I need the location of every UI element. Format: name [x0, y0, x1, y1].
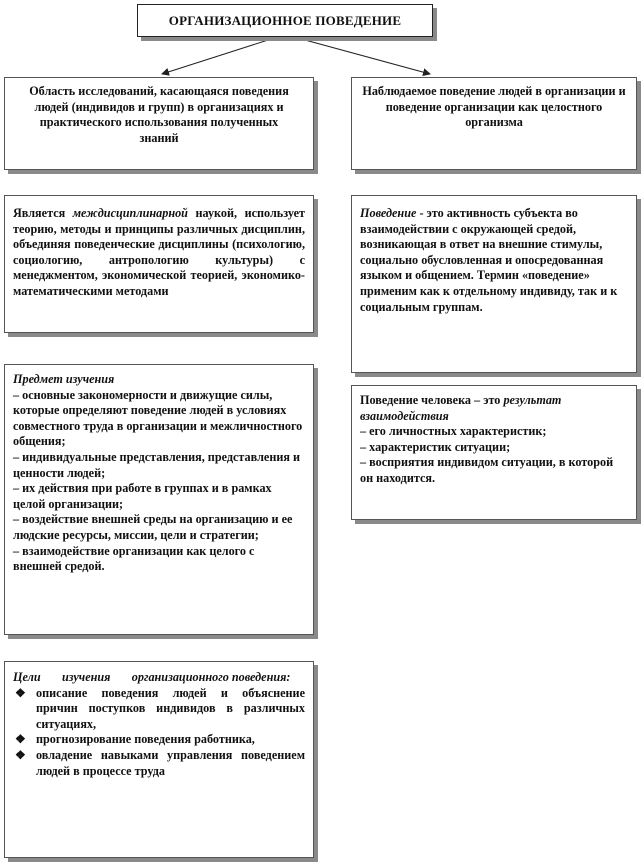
subject-heading: Предмет изучения [13, 372, 115, 386]
human-behavior-item: – его личностных характеристик; [360, 424, 547, 439]
goal-item [13, 748, 305, 779]
human-behavior-item: – характеристик ситуации; [360, 439, 511, 454]
goal-item-text: прогнозирование поведения работника, [36, 732, 255, 747]
diamond-bullet-icon: ❖ [15, 732, 26, 747]
interdisciplinary-box [4, 195, 314, 333]
goals-heading: Цели изучения организационного поведения: [13, 670, 291, 684]
subject-item: – воздействие внешней среды на организацию и ее людские ресурсы, миссии, цели и стратегии; [13, 512, 293, 542]
diamond-bullet-icon: ❖ [15, 685, 26, 700]
human-behavior-emphasis: результат взаимодействия [360, 393, 562, 423]
interdisciplinary-prefix: Является [13, 206, 73, 220]
subject-item: – основные закономерности и движущие силы, которые определяют поведение людей в условиях совместного труда в организации и межличностного общения; [13, 387, 303, 449]
behavior-term: Поведение [360, 206, 417, 220]
behavior-definition-box [351, 195, 637, 373]
interdisciplinary-emphasis: междисциплинарной [72, 206, 188, 220]
human-behavior-item: – восприятия индивидом ситуации, в которой он находится. [360, 455, 614, 485]
subject-of-study-box [4, 364, 314, 635]
goal-item-text: овладение навыками управления поведением людей в процессе труда [36, 747, 305, 778]
diagram-title: ОРГАНИЗАЦИОННОЕ ПОВЕДЕНИЕ [137, 4, 433, 37]
subject-item: – взаимодействие организации как целого с внешней средой. [13, 543, 255, 574]
behavior-definition-text: - это активность субъекта во взаимодействии с окружающей средой, возникающая в ответ на внешние стимулы, социально обусловленная и опосредованная языком и общением. Термин «поведение» применим как к отдельному индивиду, так и к социальным группам. [360, 206, 618, 314]
definition-observed-behavior: Наблюдаемое поведение людей в организации и поведение организации как целостного организма [351, 77, 637, 170]
subject-item: – индивидуальные представления, представления и ценности людей; [13, 449, 301, 480]
human-behavior-prefix: Поведение человека – это [360, 393, 504, 407]
goal-item-text: описание поведения людей и объяснение причин поступков индивидов в различных ситуациях, [36, 685, 305, 731]
human-behavior-box [351, 385, 637, 520]
goal-item [13, 732, 305, 748]
subject-item: – их действия при работе в группах и в рамках целой организации; [13, 481, 272, 511]
goal-item [13, 686, 305, 733]
interdisciplinary-text: наукой, использует теорию, методы и принципы различных дисциплин, объединяя поведенческие дисциплины (психологию, социологию, антропологию культуры) с менеджментом, экономической теорией, экономико-математическими методами [13, 206, 305, 298]
arrow-to-right-box [305, 40, 430, 74]
goals-of-study-box [4, 661, 314, 858]
arrow-to-left-box [162, 40, 268, 74]
diamond-bullet-icon: ❖ [15, 747, 26, 762]
definition-research-area: Область исследований, касающаяся поведения людей (индивидов и групп) в организациях и практического использования полученных знаний [4, 77, 314, 170]
